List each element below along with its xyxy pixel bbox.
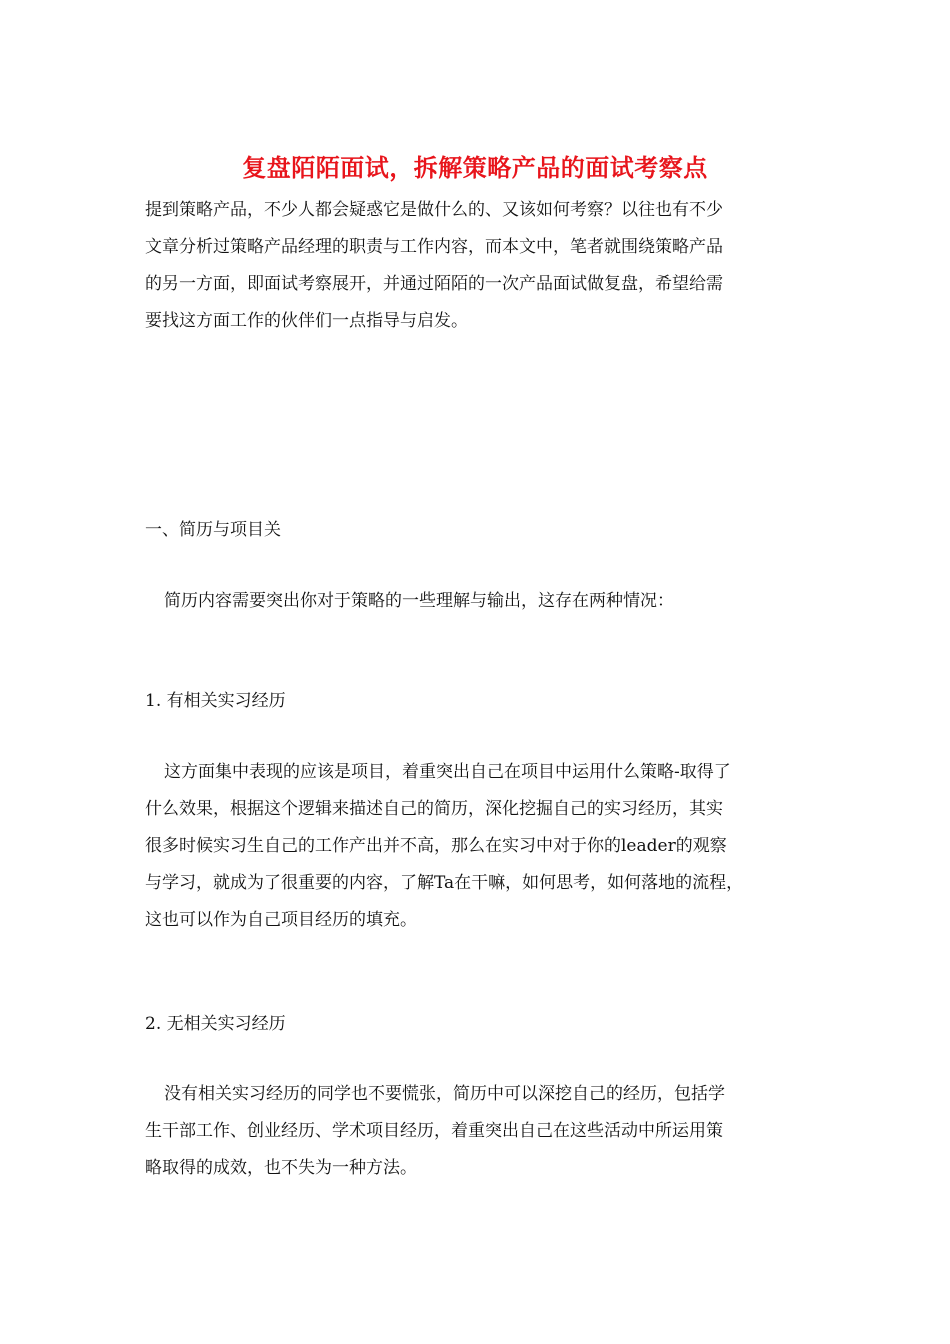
section1-text: 简历内容需要突出你对于策略的一些理解与输出，这存在两种情况： <box>164 591 674 611</box>
sub1-heading: 1. 有相关实习经历 <box>145 691 286 711</box>
section1-paragraph <box>145 583 815 620</box>
section-heading <box>145 512 815 549</box>
sub1-line: 很多时候实习生自己的工作产出并不高，那么在实习中对于你的leader的观察 <box>145 836 727 856</box>
sub2-heading: 2. 无相关实习经历 <box>145 1014 286 1034</box>
sub2-line: 略取得的成效，也不失为一种方法。 <box>145 1158 417 1178</box>
sub2-line: 没有相关实习经历的同学也不要慌张，简历中可以深挖自己的经历，包括学 <box>164 1084 725 1104</box>
sub1-line: 与学习，就成为了很重要的内容，了解Ta在干嘛，如何思考，如何落地的流程， <box>145 873 744 893</box>
sub1-paragraph <box>145 754 815 939</box>
sub2-line: 生干部工作、创业经历、学术项目经历，着重突出自己在这些活动中所运用策 <box>145 1121 723 1141</box>
intro-line: 的另一方面，即面试考察展开，并通过陌陌的一次产品面试做复盘，希望给需 <box>145 274 723 294</box>
article-title: 复盘陌陌面试，拆解策略产品的面试考察点 <box>242 153 708 182</box>
intro-line: 提到策略产品，不少人都会疑惑它是做什么的、又该如何考察？以往也有不少 <box>145 200 723 220</box>
intro-line: 文章分析过策略产品经理的职责与工作内容，而本文中，笔者就围绕策略产品 <box>145 237 723 257</box>
sub1-line: 这方面集中表现的应该是项目，着重突出自己在项目中运用什么策略-取得了 <box>164 762 731 782</box>
subsection-heading <box>145 1006 815 1043</box>
section1-heading: 一、简历与项目关 <box>145 520 281 540</box>
sub2-paragraph <box>145 1076 815 1187</box>
intro-line: 要找这方面工作的伙伴们一点指导与启发。 <box>145 311 468 331</box>
sub1-line: 什么效果，根据这个逻辑来描述自己的简历，深化挖掘自己的实习经历，其实 <box>145 799 723 819</box>
sub1-line: 这也可以作为自己项目经历的填充。 <box>145 910 417 930</box>
intro-paragraph <box>145 192 815 340</box>
subsection-heading <box>145 683 815 720</box>
